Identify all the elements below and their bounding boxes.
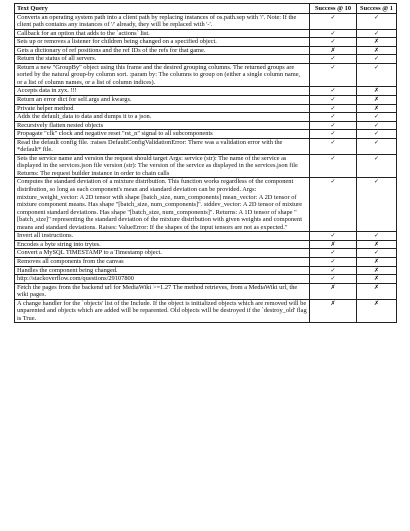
query-cell: http://stackoverflow.com/questions/29107800 — [15, 275, 310, 284]
table-row — [15, 275, 397, 284]
success-at-1-cell: ✗ — [357, 46, 397, 55]
success-at-10-cell: ✓ — [310, 55, 357, 64]
success-at-1-cell: ✗ — [357, 283, 397, 299]
query-cell: Convert a MySQL TIMESTAMP to a Timestamp object. — [15, 249, 310, 258]
query-cell: Encodes a byte string into trytes. — [15, 240, 310, 249]
query-cell: A change handler for the `objects' list of the Include. If the object is initialized objects which are removed will be unparented and objects which are added will be reparented. Old objects will be destroyed if the `destroy_old' flag is True. — [15, 299, 310, 323]
results-table — [14, 3, 397, 323]
query-cell: Callback for an option that adds to the `actions` list. — [15, 29, 310, 38]
table-row — [15, 104, 397, 113]
query-cell: Invert all instructions. — [15, 232, 310, 241]
header-success-at-10: Success @ 10 — [310, 4, 357, 14]
success-at-1-cell: ✓ — [357, 130, 397, 139]
table-row — [15, 55, 397, 64]
query-cell: Accepts data in zyx. !!! — [15, 87, 310, 96]
success-at-10-cell: ✓ — [310, 232, 357, 241]
table-row — [15, 113, 397, 122]
table-row — [15, 257, 397, 266]
table-row — [15, 178, 397, 232]
table-body — [15, 13, 397, 323]
success-at-1-cell: ✓ — [357, 13, 397, 29]
header-text-query: Text Query — [15, 4, 310, 14]
query-cell: Converts an operating system path into a client path by replacing instances of os.path.sep with '/'. Note: If the client path contains any instances of '/' already, they will be replaced with '-'. — [15, 13, 310, 29]
success-at-10-cell: ✓ — [310, 38, 357, 47]
success-at-1-cell: ✓ — [357, 249, 397, 258]
table-row — [15, 232, 397, 241]
success-at-10-cell: ✓ — [310, 121, 357, 130]
table-row — [15, 87, 397, 96]
success-at-1-cell: ✗ — [357, 266, 397, 275]
success-at-10-cell: ✓ — [310, 257, 357, 266]
table-row — [15, 299, 397, 323]
success-at-10-cell: ✓ — [310, 87, 357, 96]
success-at-1-cell: ✗ — [357, 87, 397, 96]
table-row — [15, 266, 397, 275]
query-cell: Propagate "clk" clock and negative reset "rst_n" signal to all subcomponents — [15, 130, 310, 139]
success-at-1-cell: ✗ — [357, 96, 397, 105]
success-at-1-cell: ✓ — [357, 29, 397, 38]
success-at-10-cell: ✓ — [310, 104, 357, 113]
header-success-at-1: Success @ 1 — [357, 4, 397, 14]
query-cell: Private helper method — [15, 104, 310, 113]
table-row — [15, 46, 397, 55]
table-row — [15, 240, 397, 249]
table-row — [15, 249, 397, 258]
query-cell: Gets a dictionary of ref positions and the ref IDs of the refs for that game. — [15, 46, 310, 55]
success-at-1-cell: ✗ — [357, 240, 397, 249]
success-at-10-cell: ✗ — [310, 299, 357, 323]
success-at-10-cell: ✓ — [310, 29, 357, 38]
success-at-1-cell: ✓ — [357, 178, 397, 232]
success-at-10-cell: ✓ — [310, 63, 357, 87]
table-row — [15, 130, 397, 139]
success-at-10-cell: ✓ — [310, 249, 357, 258]
table-row — [15, 283, 397, 299]
success-at-1-cell: ✓ — [357, 113, 397, 122]
query-cell: Return an error dict for self.args and kwargs. — [15, 96, 310, 105]
success-at-1-cell: ✓ — [357, 232, 397, 241]
success-at-1-cell: ✓ — [357, 63, 397, 87]
query-cell: Adds the default_data to data and dumps it to a json. — [15, 113, 310, 122]
success-at-10-cell: ✓ — [310, 178, 357, 232]
success-at-1-cell: ✗ — [357, 299, 397, 323]
success-at-10-cell: ✓ — [310, 154, 357, 178]
success-at-10-cell: ✓ — [310, 96, 357, 105]
table-row — [15, 96, 397, 105]
success-at-1-cell: ✗ — [357, 38, 397, 47]
table-header-row — [15, 4, 397, 14]
table-row — [15, 154, 397, 178]
success-at-10-cell: ✓ — [310, 275, 357, 284]
success-at-10-cell: ✓ — [310, 130, 357, 139]
success-at-10-cell: ✗ — [310, 240, 357, 249]
query-cell: Return a new "GroupBy" object using this frame and the desired grouping columns. The returned groups are sorted by the natural group-by column sort. :param by: The columns to group on (either a single column name, or a list of column names, or a list of column indices). — [15, 63, 310, 87]
success-at-10-cell: ✓ — [310, 113, 357, 122]
success-at-1-cell: ✗ — [357, 275, 397, 284]
query-cell: Fetch the pages from the backend url for MediaWiki >=1.27 The method retrieves, from a MediaWiki url, the wiki pages. — [15, 283, 310, 299]
success-at-1-cell: ✗ — [357, 104, 397, 113]
query-cell: Sets the service name and version the request should target Args: service (str): The name of the service as displayed in the services.json file version (str): The version of the service as displayed in the services.json file Returns: The request builder instance in order to chain calls — [15, 154, 310, 178]
query-cell: Return the status of all servers. — [15, 55, 310, 64]
table-row — [15, 38, 397, 47]
success-at-10-cell: ✗ — [310, 46, 357, 55]
table-row — [15, 13, 397, 29]
success-at-10-cell: ✓ — [310, 13, 357, 29]
success-at-1-cell: ✓ — [357, 138, 397, 154]
query-cell: Sets up or removes a listener for children being changed on a specified object. — [15, 38, 310, 47]
query-cell: Removes all components from the canvas — [15, 257, 310, 266]
query-cell: Read the default config file. :raises DefaultConfigValidationError: There was a validation error with the *default* file. — [15, 138, 310, 154]
success-at-1-cell: ✓ — [357, 154, 397, 178]
success-at-1-cell: ✗ — [357, 257, 397, 266]
success-at-1-cell: ✓ — [357, 55, 397, 64]
success-at-1-cell: ✓ — [357, 121, 397, 130]
table-row — [15, 121, 397, 130]
query-cell: Handles the component being changed. — [15, 266, 310, 275]
success-at-10-cell: ✗ — [310, 283, 357, 299]
table-row — [15, 63, 397, 87]
table-row — [15, 29, 397, 38]
success-at-10-cell: ✓ — [310, 266, 357, 275]
query-cell: Recursively flatten nested objects — [15, 121, 310, 130]
table-row — [15, 138, 397, 154]
query-cell: Computes the standard deviation of a mixture distribution. This function works regardless of the component distribution, so long as each component's mean and standard deviation can be provided. Args: mixture_weight_vector: A 2D tensor with shape [batch_size, num_components] mean_vector: A 2D tensor of mixture component means. Has shape "[batch_size, num_components]". stddev_vector: A 2D tensor of mixture component standard deviations. Has shape "[batch_size, num_components]". Returns: A 1D tensor of shape "[batch_size]" representing the standard deviation of the mixture distribution with given weights and component means and standard deviations. Raises: ValueError: If the shapes of the input tensors are not as expected." — [15, 178, 310, 232]
success-at-10-cell: ✓ — [310, 138, 357, 154]
